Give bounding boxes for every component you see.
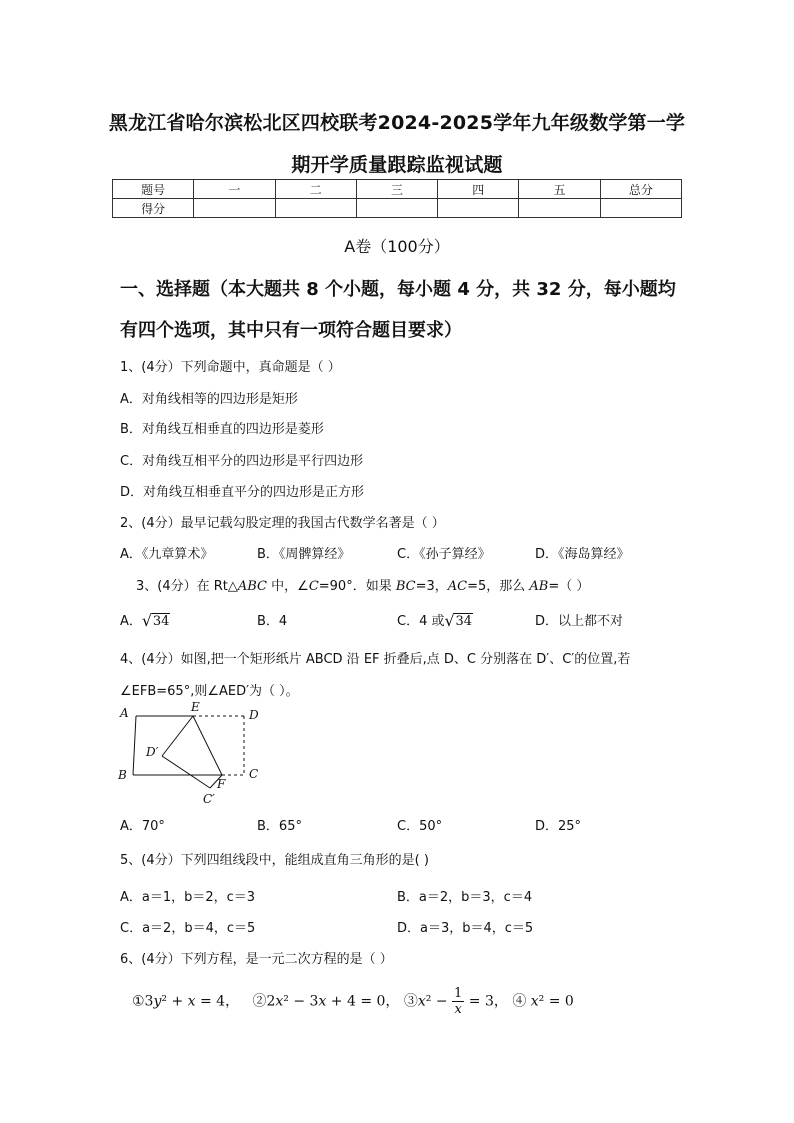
score-header-cell: 四 [438,180,519,199]
section-heading-line-1: 一、选择题（本大题共 8 个小题，每小题 4 分，共 32 分，每小题均 [120,279,676,300]
q3-var: BC [395,579,416,594]
title-line-1: 黑龙江省哈尔滨松北区四校联考2024-2025学年九年级数学第一学 [108,112,686,134]
q3-text: 3、(4分）在 Rt△ [136,579,238,594]
score-cell [356,199,437,218]
score-table [112,179,682,218]
eq3-part: = 3， [464,993,508,1010]
volume-label: A卷（100分） [344,237,450,256]
question-3-option-b: B．4 [257,614,288,629]
eq1-part: = 4， [195,993,240,1010]
label-B: B [118,768,127,782]
eq2-part: ² − 3 [283,993,319,1010]
eq1-var: x [187,993,196,1010]
question-5-option-a: A．a＝1，b＝2，c＝3 [120,890,256,905]
eq3-part: ③ [403,993,418,1010]
radicand: 34 [152,614,170,629]
question-2-option-c: C．《孙子算经》 [397,547,491,562]
eq4-var: x [530,993,539,1010]
eq2-part: + 4 = 0， [326,993,400,1010]
label-D-prime: D′ [146,745,159,759]
q3-text: =90°．如果 [318,579,396,594]
question-1-option-d: D．对角线互相垂直平分的四边形是正方形 [120,485,365,500]
label-D: D [249,708,259,722]
question-2-option-b: B．《周髀算经》 [257,547,351,562]
q3-text: 中，∠ [267,579,309,594]
title-line-2: 期开学质量跟踪监视试题 [291,154,503,176]
section-heading-line-2: 有四个选项，其中只有一项符合题目要求） [120,320,462,341]
question-1-option-a: A．对角线相等的四边形是矩形 [120,392,298,407]
q3-var: AB [529,579,549,594]
q3-text: =3， [415,579,448,594]
eq1-var: y [153,993,162,1010]
q3-var: ABC [237,579,268,594]
option-label: A． [120,614,142,629]
label-C: C [249,767,259,781]
question-6-equations [132,986,574,1017]
question-1-stem: 1、(4分）下列命题中，真命题是（ ） [120,360,341,375]
question-5-stem: 5、(4分）下列四组线段中，能组成直角三角形的是( ) [120,853,429,868]
label-F: F [217,777,226,791]
question-2-stem: 2、(4分）最早记载勾股定理的我国古代数学名著是（ ） [120,516,445,531]
sqrt-symbol: √ 34 [141,611,170,630]
score-table-header-row [113,180,682,199]
eq4-part: ² = 0 [538,993,574,1010]
question-1-option-c: C．对角线互相平分的四边形是平行四边形 [120,454,364,469]
question-5-option-b: B．a＝2，b＝3，c＝4 [397,890,533,905]
eq3-part: ² − [425,993,453,1010]
q3-var: C [308,579,319,594]
question-4-line-2: ∠EFB=65°,则∠AED′为（ ）。 [120,684,299,699]
eq2-var: x [318,993,327,1010]
score-cell [194,199,275,218]
eq3-var: x [417,993,426,1010]
question-3-option-d: D．以上都不对 [535,614,624,629]
score-header-cell: 二 [275,180,356,199]
score-header-cell: 总分 [600,180,681,199]
question-4-line-1: 4、(4分）如图,把一个矩形纸片 ABCD 沿 EF 折叠后,点 D、C 分别落在 D′、C′的位置,若 [120,652,631,667]
eq1-part: ①3 [132,993,154,1010]
q3-var: AC [447,579,468,594]
score-table-score-row [113,199,682,218]
fraction [452,986,464,1017]
edge-D-prime-C-prime [162,756,210,788]
score-cell [600,199,681,218]
question-3-stem [136,575,589,594]
fold-rectangle-figure [112,698,272,810]
score-header-cell: 一 [194,180,275,199]
question-1-option-b: B．对角线互相垂直的四边形是菱形 [120,422,324,437]
fold-line-EF [193,716,222,775]
score-header-cell: 三 [356,180,437,199]
numerator: 1 [454,986,463,1001]
question-2-option-d: D．《海岛算经》 [535,547,630,562]
label-C-prime: C′ [203,792,215,806]
q3-text: =（ ） [548,579,590,594]
score-cell [438,199,519,218]
eq4-part: ④ [512,993,531,1010]
sqrt-symbol: √ 34 [444,611,473,630]
question-6-stem: 6、(4分）下列方程，是一元二次方程的是（ ） [120,952,393,967]
question-4-option-b: B．65° [257,819,302,834]
score-row-label: 得分 [113,199,194,218]
eq1-part: ² + [161,993,188,1010]
denominator: x [454,1002,462,1017]
eq2-var: x [275,993,284,1010]
radicand: 34 [455,614,473,629]
question-4-option-d: D．25° [535,819,582,834]
label-A: A [120,706,129,720]
score-cell [275,199,356,218]
question-2-option-a: A．《九章算术》 [120,547,214,562]
edge-AB [133,716,136,775]
score-header-cell: 五 [519,180,600,199]
question-4-option-a: A．70° [120,819,165,834]
eq2-part: ②2 [252,993,276,1010]
score-cell [519,199,600,218]
option-label: C．4 或 [397,614,445,629]
score-header-cell: 题号 [113,180,194,199]
question-3-option-c [397,610,473,629]
question-4-option-c: C．50° [397,819,443,834]
label-E: E [191,700,200,714]
q3-text: =5，那么 [467,579,530,594]
question-5-option-d: D．a＝3，b＝4，c＝5 [397,921,534,936]
edge-ED-prime [162,716,193,756]
question-5-option-c: C．a＝2，b＝4，c＝5 [120,921,256,936]
question-3-option-a [120,610,170,629]
